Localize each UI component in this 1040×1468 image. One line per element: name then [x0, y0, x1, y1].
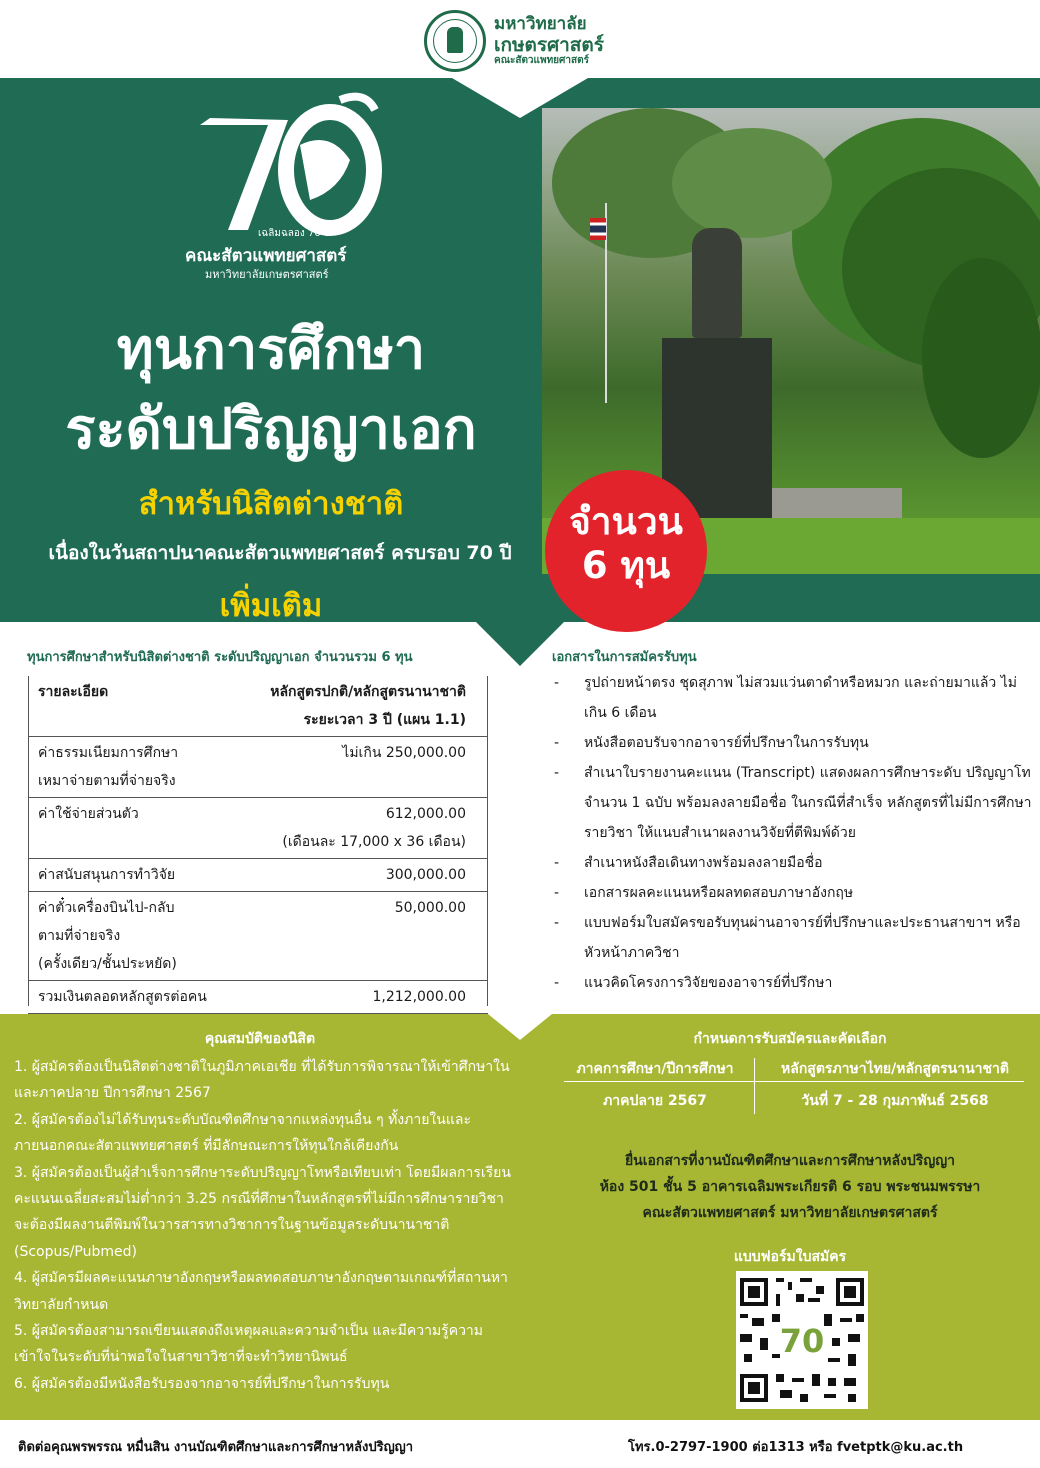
anniversary-70-logo-icon	[190, 90, 390, 240]
qualifications-title: คุณสมบัติของนิสิต	[204, 1031, 316, 1047]
additional-label: เพิ่มเติม	[219, 588, 323, 624]
documents-list	[552, 668, 1032, 998]
badge-count: 6 ทุน	[581, 544, 671, 587]
list-item: 2. ผู้สมัครต้องไม่ได้รับทุนระดับบัณฑิตศึกษาจากแหล่งทุนอื่น ๆ ทั้งภายในและภายนอกคณะสัตวแพทยศาสตร์ ที่มีลักษณะการให้ทุนใกล้เคียงกัน	[14, 1111, 471, 1155]
list-item: 1. ผู้สมัครต้องเป็นนิสิตต่างชาติในภูมิภาคเอเชีย ที่ได้รับการพิจารณาให้เข้าศึกษาในและภาคปลาย ปีการศึกษา 2567	[14, 1059, 510, 1102]
col-program-header: หลักสูตรปกติ/หลักสูตรนานาชาติ ระยะเวลา 3 ปี (แผน 1.1)	[270, 684, 466, 728]
list-item: 5. ผู้สมัครต้องสามารถเขียนแสดงถึงเหตุผลและความจำเป็น และมีความรู้ความเข้าใจในระดับที่น่าพอใจในสาขาวิชาที่จะทำวิทยานิพนธ์	[14, 1323, 484, 1366]
submit-location-line1: ยื่นเอกสารที่งานบัณฑิตศึกษาและการศึกษาหลังปริญญา	[624, 1153, 956, 1169]
schedule-column-divider	[754, 1058, 755, 1114]
logo-caption: เฉลิมฉลอง 70 ปี	[258, 228, 331, 239]
university-name-line2: เกษตรศาสตร์	[494, 34, 604, 56]
list-item: - หนังสือตอบรับจากอาจารย์ที่ปรึกษาในการรับทุน	[552, 728, 1032, 758]
table-row: ค่าใช้จ่ายส่วนตัว 612,000.00 (เดือนละ 17,000 x 36 เดือน)	[28, 798, 488, 859]
logo-university: มหาวิทยาลัยเกษตรศาสตร์	[205, 268, 329, 281]
table-row: ค่าตั๋วเครื่องบินไป-กลับ ตามที่จ่ายจริง (ครั้งเดียว/ชั้นประหยัด) 50,000.00	[28, 892, 488, 981]
qualifications-list	[14, 1054, 512, 1397]
schedule-title: กำหนดการรับสมัครและคัดเลือก	[693, 1031, 887, 1047]
logo-faculty: คณะสัตวแพทยศาสตร์	[185, 246, 347, 266]
submit-location-line2: ห้อง 501 ชั้น 5 อาคารเฉลิมพระเกียรติ 6 รอบ พระชนมพรรษา	[599, 1179, 981, 1195]
schedule-divider	[564, 1081, 1024, 1082]
schedule-term-value: ภาคปลาย 2567	[603, 1093, 707, 1109]
list-item: - แบบฟอร์มใบสมัครขอรับทุนผ่านอาจารย์ที่ปรึกษาและประธานสาขาฯ หรือหัวหน้าภาควิชา	[552, 908, 1032, 968]
list-item: 6. ผู้สมัครต้องมีหนังสือรับรองจากอาจารย์ที่ปรึกษาในการรับทุน	[14, 1375, 390, 1392]
statue	[692, 228, 742, 338]
footer-phone-email: โทร.0-2797-1900 ต่อ1313 หรือ fvetptk@ku.ac.th	[628, 1440, 964, 1455]
schedule-program-header: หลักสูตรภาษาไทย/หลักสูตรนานาชาติ	[781, 1061, 1009, 1077]
occasion-text: เนื่องในวันสถาปนาคณะสัตวแพทยศาสตร์ ครบรอบ 70 ปี	[48, 542, 512, 564]
list-item: 3. ผู้สมัครต้องเป็นผู้สำเร็จการศึกษาระดับปริญญาโทหรือเทียบเท่า โดยมีผลการเรียนคะแนนเฉลี่ยสะสมไม่ต่ำกว่า 3.25 กรณีที่ศึกษาในหลักสูตรที่ไม่มีการศึกษารายวิชาจะต้องมีผลงานตีพิมพ์ในวารสารทางวิชาการในฐานข้อมูลระดับนานาชาติ (Scopus/Pubmed)	[14, 1164, 511, 1260]
title-scholarship: ทุนการศึกษา	[116, 317, 426, 382]
list-item: - แนวคิดโครงการวิจัยของอาจารย์ที่ปรึกษา	[552, 968, 1032, 998]
list-item: - สำเนาใบรายงานคะแนน (Transcript) แสดงผลการศึกษาระดับ ปริญญาโท จำนวน 1 ฉบับ พร้อมลงลายมือชื่อ ในกรณีที่สำเร็จ หลักสูตรที่ไม่มีการศึกษารายวิชา ให้แนบสำเนาผลงานวิจัยที่ตีพิมพ์ด้วย	[552, 758, 1032, 848]
col-detail-header: รายละเอียด	[38, 684, 109, 700]
thai-flag-icon	[590, 218, 606, 240]
documents-heading: เอกสารในการสมัครรับทุน	[552, 650, 697, 665]
faculty-name: คณะสัตวแพทยศาสตร์	[494, 55, 589, 66]
submit-location-line3: คณะสัตวแพทยศาสตร์ มหาวิทยาลัยเกษตรศาสตร์	[642, 1205, 938, 1221]
qr-code-icon[interactable]	[736, 1271, 868, 1409]
scholarship-table	[28, 676, 488, 1014]
seal-figure	[447, 27, 463, 53]
subtitle-international: สำหรับนิสิตต่างชาติ	[138, 486, 404, 522]
schedule-term-header: ภาคการศึกษา/ปีการศึกษา	[576, 1061, 734, 1077]
table-total-row: รวมเงินตลอดหลักสูตรต่อคน 1,212,000.00	[28, 981, 488, 1014]
table-row: ค่าธรรมเนียมการศึกษา เหมาจ่ายตามที่จ่ายจริง ไม่เกิน 250,000.00	[28, 737, 488, 798]
university-name-line1: มหาวิทยาลัย	[494, 14, 587, 34]
list-item: 4. ผู้สมัครมีผลคะแนนภาษาอังกฤษหรือผลทดสอบภาษาอังกฤษตามเกณฑ์ที่สถานหาวิทยาลัยกำหนด	[14, 1270, 508, 1313]
application-form-label: แบบฟอร์มใบสมัคร	[733, 1249, 847, 1265]
scholarship-table-heading: ทุนการศึกษาสำหรับนิสิตต่างชาติ ระดับปริญญาเอก จำนวนรวม 6 ทุน	[27, 650, 413, 665]
list-item: - เอกสารผลคะแนนหรือผลทดสอบภาษาอังกฤษ	[552, 878, 1032, 908]
table-header-row	[28, 676, 488, 737]
schedule-dates-value: วันที่ 7 - 28 กุมภาพันธ์ 2568	[801, 1093, 989, 1109]
svg-text:70: 70	[779, 1322, 825, 1360]
list-item: - สำเนาหนังสือเดินทางพร้อมลงลายมือชื่อ	[552, 848, 1032, 878]
title-doctoral: ระดับปริญญาเอก	[65, 397, 477, 462]
table-row: ค่าสนับสนุนการทำวิจัย 300,000.00	[28, 859, 488, 892]
footer-contact: ติดต่อคุณพรพรรณ หมื่นสิน งานบัณฑิตศึกษาและการศึกษาหลังปริญญา	[18, 1440, 414, 1455]
list-item: - รูปถ่ายหน้าตรง ชุดสุภาพ ไม่สวมแว่นตาดำหรือหมวก และถ่ายมาแล้ว ไม่เกิน 6 เดือน	[552, 668, 1032, 728]
badge-label: จำนวน	[569, 500, 683, 543]
